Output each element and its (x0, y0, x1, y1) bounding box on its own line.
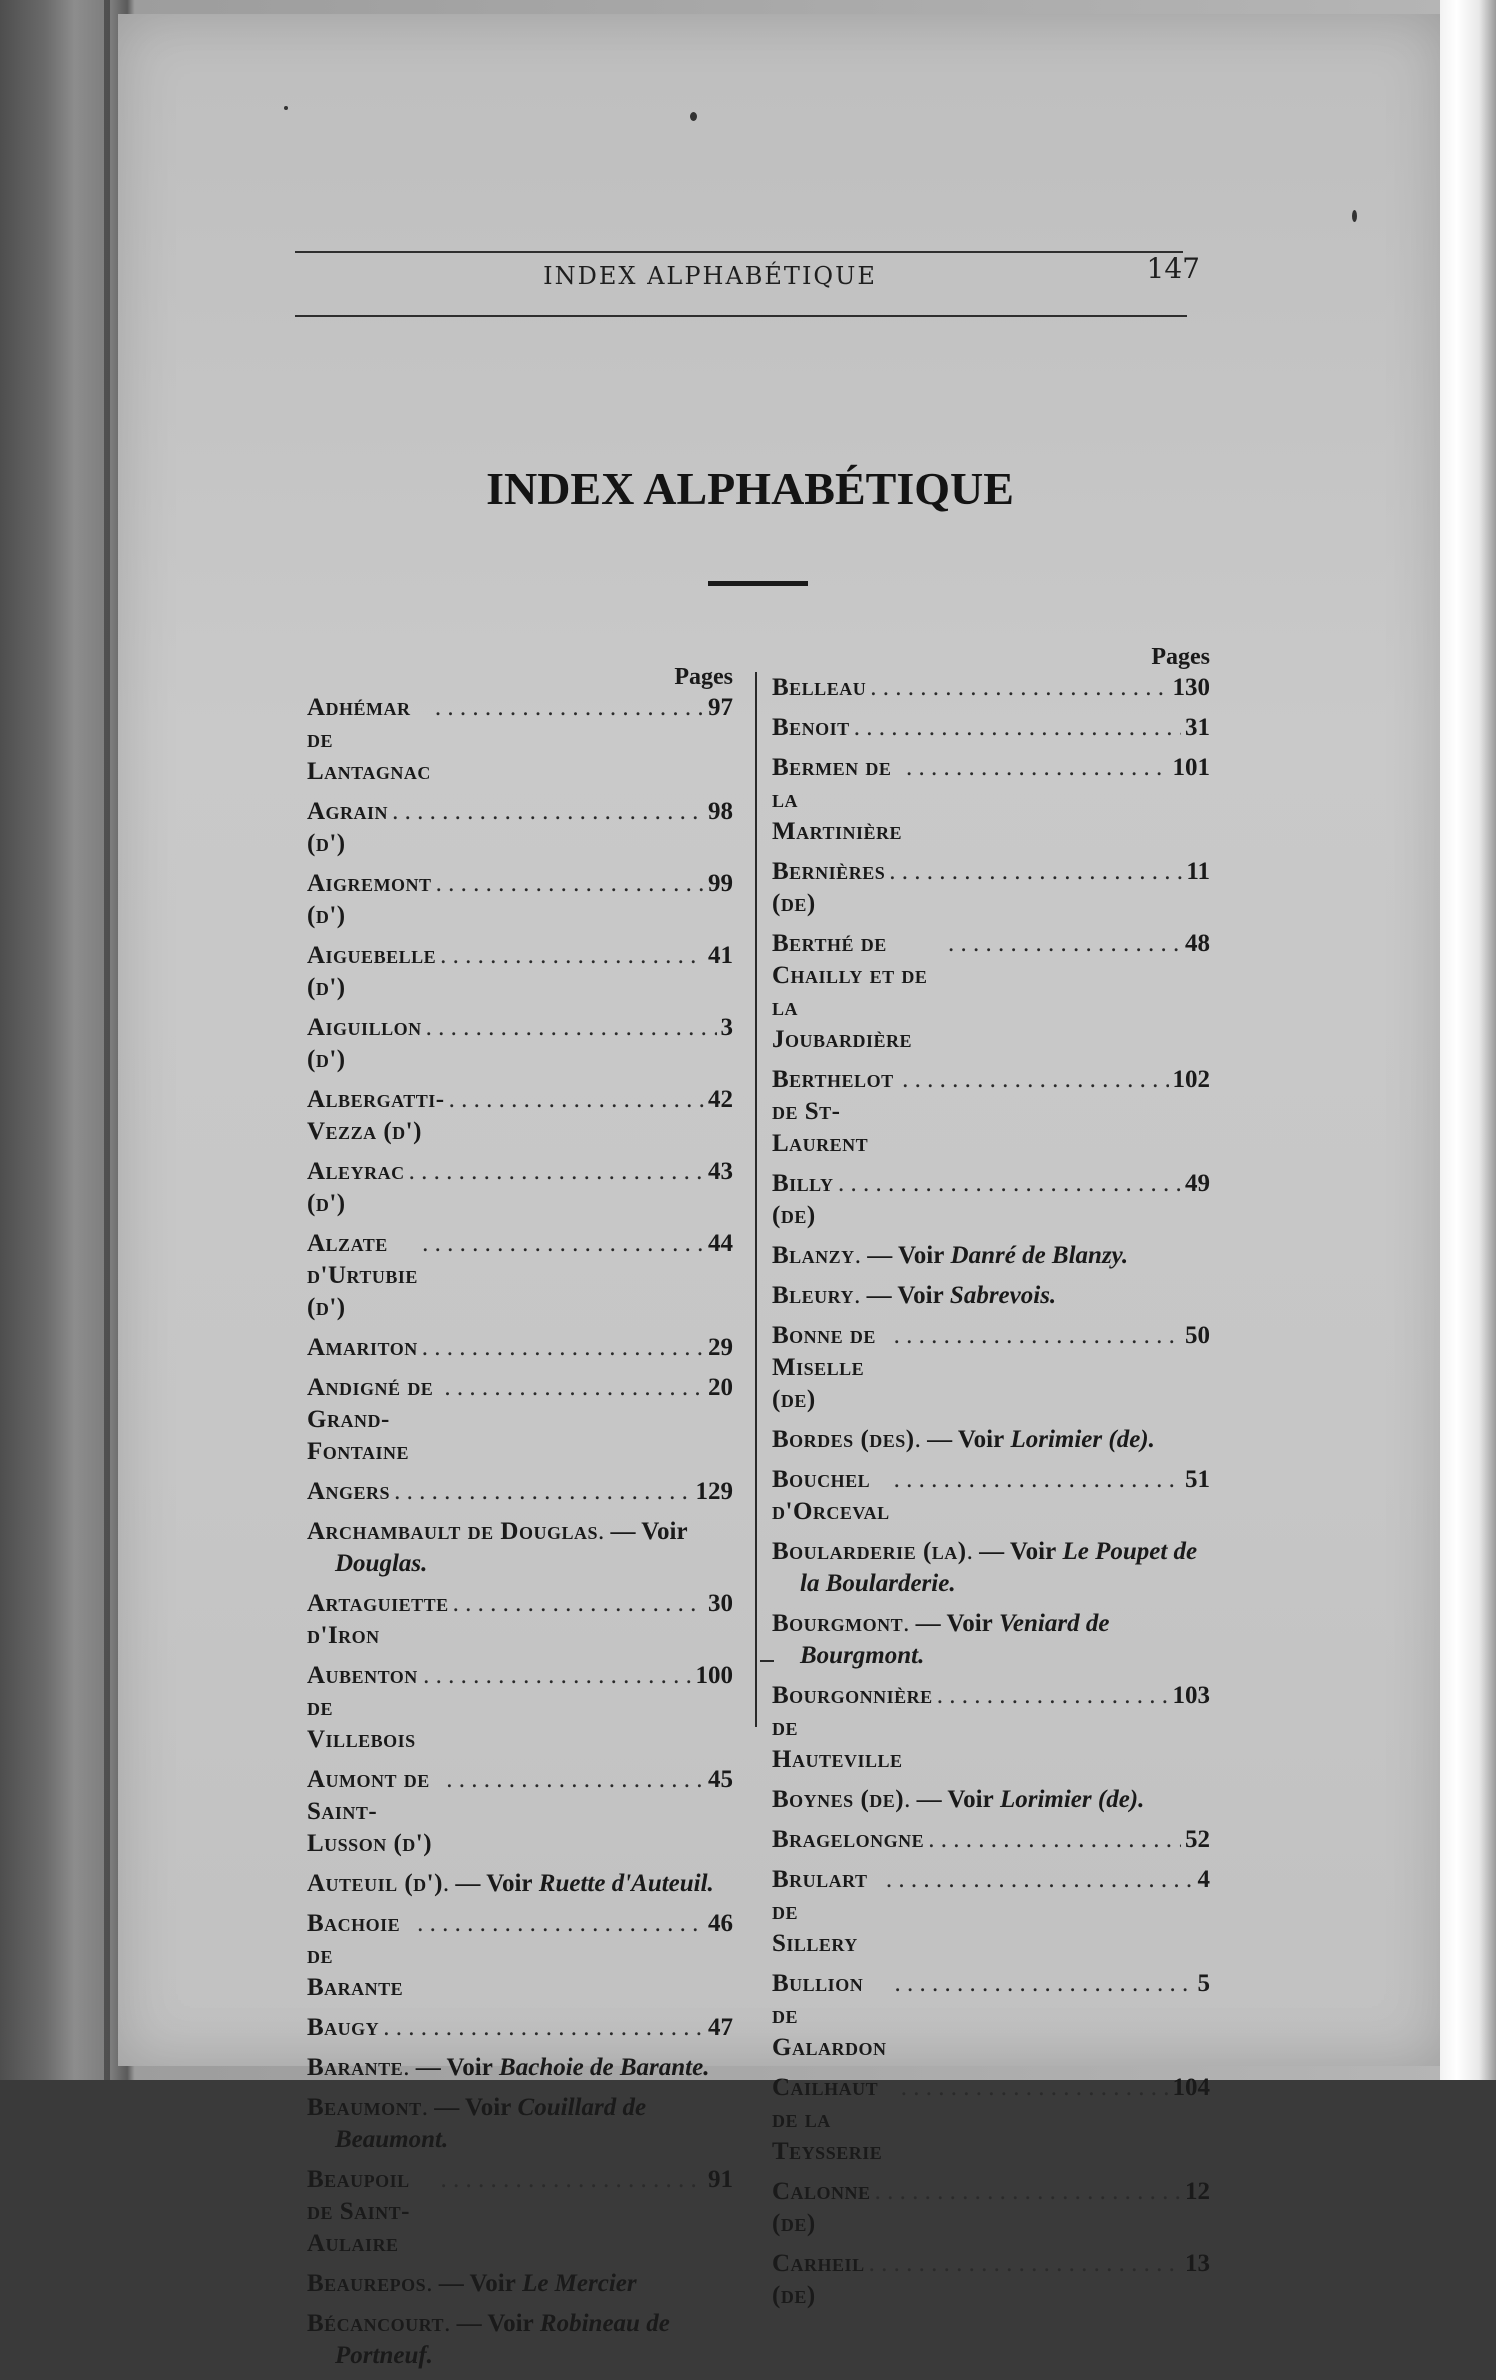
entry-page-number: 130 (1172, 674, 1210, 701)
index-entry (772, 2248, 1210, 2312)
entry-page-number: 103 (1172, 1682, 1210, 1709)
see-reference-label: — Voir (915, 1610, 993, 1637)
entry-page-number: 50 (1185, 1322, 1210, 1349)
dot-leader (383, 2012, 704, 2044)
entry-name: Calonne (de) (772, 2178, 871, 2237)
entry-text: Boynes (de). — Voir Lorimier (de). (772, 1786, 1145, 1813)
dust-speck (284, 106, 288, 110)
entry-page-number: 52 (1185, 1826, 1210, 1853)
index-entry (307, 868, 733, 932)
index-entry (772, 1968, 1210, 2064)
dot-leader (392, 796, 704, 828)
index-entry (772, 1536, 1210, 1600)
entry-name: Beaupoil de Saint-Aulaire (307, 2166, 410, 2257)
index-entry (307, 1084, 733, 1148)
entry-page-number: 102 (1172, 1066, 1210, 1093)
dot-leader (875, 2176, 1181, 2208)
entry-text: Beaurepos. — Voir Le Mercier (307, 2270, 637, 2297)
dot-leader (902, 1064, 1168, 1096)
dot-leader (870, 672, 1168, 704)
entry-name: Berthé de Chailly et de la Joubardière (772, 930, 928, 1053)
entry-name: Albergatti-Vezza (d') (307, 1086, 445, 1145)
entry-line (307, 796, 733, 860)
entry-name: Bernières (de) (772, 858, 886, 917)
entry-page-number: 46 (708, 1910, 733, 1937)
entry-name: Baugy (307, 2014, 380, 2041)
index-entry (772, 1784, 1210, 1816)
dot-leader (436, 868, 704, 900)
entry-text: Auteuil (d'). — Voir Ruette d'Auteuil. (307, 1870, 714, 1897)
entry-page-number: 3 (720, 1014, 733, 1041)
index-entry (307, 796, 733, 860)
dot-leader (444, 1372, 704, 1404)
entry-line (307, 1764, 733, 1860)
entry-text: Bleury. — Voir Sabrevois. (772, 1282, 1057, 1309)
dot-leader (937, 1680, 1169, 1712)
entry-page-number: 30 (708, 1590, 733, 1617)
entry-page-number: 48 (1185, 930, 1210, 957)
see-reference-label: — Voir (438, 2270, 516, 2297)
entry-line (772, 712, 1210, 744)
entry-name: Adhémar de Lantagnac (307, 694, 431, 785)
index-entry (772, 1464, 1210, 1528)
index-entry (307, 2268, 733, 2300)
entry-text: Archambault de Douglas. — Voir Douglas. (307, 1518, 688, 1577)
entry-name: Bordes (des) (772, 1426, 915, 1453)
entry-line (307, 1228, 733, 1324)
index-entry (307, 1868, 733, 1900)
entry-page-number: 12 (1185, 2178, 1210, 2205)
index-entry (772, 1424, 1210, 1456)
entry-name: Boynes (de) (772, 1786, 905, 1813)
dot-leader (889, 856, 1182, 888)
index-entry (772, 2072, 1210, 2168)
index-entry (772, 1608, 1210, 1672)
entry-line (772, 928, 1210, 1056)
entry-name: Bachoie de Barante (307, 1910, 404, 2001)
entry-line (772, 2072, 1210, 2168)
page-number: 147 (1146, 252, 1200, 285)
entry-page-number: 4 (1197, 1866, 1210, 1893)
index-entry (772, 1064, 1210, 1160)
entry-text: Boularderie (la). — Voir Le Poupet de la Boularderie. (772, 1538, 1198, 1597)
entry-line (307, 1588, 733, 1652)
cross-reference: Lorimier (de). (1010, 1426, 1155, 1453)
entry-text: Blanzy. — Voir Danré de Blanzy. (772, 1242, 1129, 1269)
dot-leader (928, 1824, 1181, 1856)
entry-page-number: 43 (708, 1158, 733, 1185)
entry-name: Bécancourt (307, 2310, 445, 2337)
cross-reference: Douglas. (335, 1550, 428, 1577)
index-entry (772, 712, 1210, 744)
entry-page-number: 51 (1185, 1466, 1210, 1493)
entry-line (772, 2176, 1210, 2240)
pages-column-label: Pages (1151, 644, 1210, 670)
entry-page-number: 29 (708, 1334, 733, 1361)
index-entry (307, 940, 733, 1004)
dot-leader (422, 1228, 704, 1260)
entry-page-number: 13 (1185, 2250, 1210, 2277)
entry-name: Aumont de Saint-Lusson (d') (307, 1766, 433, 1857)
index-entry (772, 1864, 1210, 1960)
see-reference-label: — Voir (456, 2310, 534, 2337)
cross-reference: Le Mercier (522, 2270, 637, 2297)
entry-name: Bragelongne (772, 1826, 925, 1853)
see-reference-label: — Voir (455, 1870, 533, 1897)
pages-column-label: Pages (674, 664, 733, 690)
entry-name: Billy (de) (772, 1170, 834, 1229)
entry-name: Aiguebelle (d') (307, 942, 437, 1001)
entry-text: Beaumont. — Voir Couillard de Beaumont. (307, 2094, 647, 2153)
entry-name: Beaurepos (307, 2270, 427, 2297)
entry-line (307, 2012, 733, 2044)
book-spine (104, 0, 110, 2080)
entry-name: Cailhaut de la Teysserie (772, 2074, 883, 2165)
entry-line (307, 692, 733, 788)
entry-line (772, 1464, 1210, 1528)
index-entry (772, 1320, 1210, 1416)
entry-name: Benoit (772, 714, 850, 741)
entry-page-number: 41 (708, 942, 733, 969)
dot-leader (854, 712, 1181, 744)
entry-line (307, 1660, 733, 1756)
index-entry (772, 2176, 1210, 2240)
entry-line (772, 752, 1210, 848)
cross-reference: Veniard de Bourgmont. (800, 1610, 1110, 1669)
index-entry (307, 1332, 733, 1364)
entry-name: Carheil (de) (772, 2250, 865, 2309)
index-entry (307, 1588, 733, 1652)
entry-line (772, 672, 1210, 704)
entry-line (772, 1968, 1210, 2064)
entry-line (772, 1064, 1210, 1160)
index-column-right (772, 642, 1210, 2320)
entry-line (307, 868, 733, 932)
entry-name: Berthelot de St-Laurent (772, 1066, 894, 1157)
entry-page-number: 99 (708, 870, 733, 897)
entry-name: Aiguillon (d') (307, 1014, 422, 1073)
dot-leader (426, 1012, 717, 1044)
entry-name: Brulart de Sillery (772, 1866, 868, 1957)
entry-name: Artaguiette d'Iron (307, 1590, 449, 1649)
index-entry (307, 1476, 733, 1508)
entry-line (772, 856, 1210, 920)
dot-leader (894, 1968, 1193, 2000)
entry-name: Barante (307, 2054, 404, 2081)
entry-page-number: 129 (695, 1478, 733, 1505)
see-reference-label: — Voir (434, 2094, 512, 2121)
index-entry (772, 1680, 1210, 1776)
entry-page-number: 49 (1185, 1170, 1210, 1197)
index-entry (307, 1156, 733, 1220)
index-entry (772, 1280, 1210, 1312)
entry-name: Angers (307, 1478, 391, 1505)
header-rule-bottom (295, 315, 1187, 317)
entry-line (307, 1012, 733, 1076)
entry-text: Bordes (des). — Voir Lorimier (de). (772, 1426, 1155, 1453)
see-reference-label: — Voir (979, 1538, 1057, 1565)
entry-line (772, 1864, 1210, 1960)
index-entry (772, 1824, 1210, 1856)
index-entry (307, 1228, 733, 1324)
cross-reference: Robineau de Portneuf. (335, 2310, 670, 2369)
see-reference-label: — Voir (916, 1786, 994, 1813)
column-divider (755, 672, 757, 1727)
dot-leader (886, 1864, 1194, 1896)
index-entry (307, 692, 733, 788)
index-entry (307, 1012, 733, 1076)
entry-page-number: 5 (1197, 1970, 1210, 1997)
entry-page-number: 20 (708, 1374, 733, 1401)
index-entry (772, 856, 1210, 920)
see-reference-label: — Voir (866, 1282, 944, 1309)
index-entry (772, 752, 1210, 848)
index-entry (307, 2012, 733, 2044)
cross-reference: Couillard de Beaumont. (335, 2094, 647, 2153)
cross-reference: Lorimier (de). (999, 1786, 1145, 1813)
dot-leader (423, 1660, 691, 1692)
entry-name: Beaumont (307, 2094, 422, 2121)
index-entry (772, 1168, 1210, 1232)
entry-name: Aigremont (d') (307, 870, 432, 929)
dot-leader (435, 692, 704, 724)
entry-line (307, 2164, 733, 2260)
index-entry (772, 928, 1210, 1056)
dot-leader (394, 1476, 691, 1508)
dust-speck (1352, 210, 1357, 222)
entry-line (307, 1372, 733, 1468)
see-reference-label: — Voir (927, 1426, 1005, 1453)
entry-name: Blanzy (772, 1242, 855, 1269)
dot-leader (906, 752, 1169, 784)
page-edge (1440, 0, 1496, 2080)
entry-line (307, 1084, 733, 1148)
entry-text: Bécancourt. — Voir Robineau de Portneuf. (307, 2310, 670, 2369)
dot-leader (440, 2164, 704, 2196)
index-entry (307, 2308, 733, 2372)
index-entry (772, 1240, 1210, 1272)
entry-name: Bourgonnière de Hauteville (772, 1682, 933, 1773)
entry-page-number: 44 (708, 1230, 733, 1257)
entry-page-number: 42 (708, 1086, 733, 1113)
dot-leader (948, 928, 1181, 960)
index-entry (307, 1516, 733, 1580)
entry-page-number: 97 (708, 694, 733, 721)
entry-name: Bullion de Galardon (772, 1970, 887, 2061)
index-title: INDEX ALPHABÉTIQUE (486, 463, 1014, 514)
see-reference-label: — Voir (867, 1242, 945, 1269)
index-entry (307, 1908, 733, 2004)
entry-name: Andigné de Grand-Fontaine (307, 1374, 434, 1465)
dot-leader (838, 1168, 1181, 1200)
entry-line (772, 1168, 1210, 1232)
dot-leader (449, 1084, 704, 1116)
dot-leader (453, 1588, 704, 1620)
dot-leader (440, 940, 704, 972)
entry-line (772, 1824, 1210, 1856)
index-entry (307, 1372, 733, 1468)
index-entry (307, 2092, 733, 2156)
entry-name: Bonne de Miselle (de) (772, 1322, 876, 1413)
dot-leader (869, 2248, 1181, 2280)
entry-name: Bouchel d'Orceval (772, 1466, 890, 1525)
entry-page-number: 47 (708, 2014, 733, 2041)
entry-line (307, 1908, 733, 2004)
entry-name: Belleau (772, 674, 867, 701)
entry-name: Archambault de Douglas (307, 1518, 598, 1545)
entry-name: Auteuil (d') (307, 1870, 443, 1897)
see-reference-label: — Voir (610, 1518, 688, 1545)
dot-leader (422, 1332, 704, 1364)
entry-page-number: 91 (708, 2166, 733, 2193)
cross-reference: Sabrevois. (949, 1282, 1057, 1309)
header-rule-top (295, 251, 1183, 253)
entry-name: Bourgmont (772, 1610, 904, 1637)
entry-page-number: 100 (695, 1662, 733, 1689)
entry-name: Aubenton de Villebois (307, 1662, 418, 1753)
entry-name: Boularderie (la) (772, 1538, 967, 1565)
entry-name: Agrain (d') (307, 798, 389, 857)
index-entry (772, 672, 1210, 704)
entry-name: Bleury (772, 1282, 855, 1309)
title-separator (708, 581, 808, 586)
entry-name: Alzate d'Urtubie (d') (307, 1230, 418, 1321)
cross-reference: Bachoie de Barante. (499, 2054, 710, 2081)
index-column-left (307, 662, 733, 2380)
dot-leader (409, 1156, 704, 1188)
index-entry (307, 1764, 733, 1860)
entry-line (772, 2248, 1210, 2312)
entry-name: Amariton (307, 1334, 418, 1361)
dot-leader (901, 2072, 1169, 2104)
cross-reference: Ruette d'Auteuil. (538, 1870, 714, 1897)
entry-page-number: 98 (708, 798, 733, 825)
cross-reference: Le Poupet de la Boularderie. (800, 1538, 1198, 1597)
dust-speck (690, 112, 697, 121)
entry-page-number: 45 (708, 1766, 733, 1793)
entry-page-number: 104 (1172, 2074, 1210, 2101)
see-reference-label: — Voir (415, 2054, 493, 2081)
entry-page-number: 101 (1172, 754, 1210, 781)
dot-leader (894, 1320, 1181, 1352)
entry-name: Aleyrac (d') (307, 1158, 405, 1217)
cross-reference: Danré de Blanzy. (950, 1242, 1129, 1269)
entry-line (772, 1680, 1210, 1776)
entry-line (307, 1156, 733, 1220)
index-entry (307, 1660, 733, 1756)
dot-leader (417, 1908, 704, 1940)
running-header: INDEX ALPHABÉTIQUE (543, 262, 877, 290)
entry-text: Bourgmont. — Voir Veniard de Bourgmont. (772, 1610, 1110, 1669)
entry-line (772, 1320, 1210, 1416)
entry-line (307, 1332, 733, 1364)
dot-leader (894, 1464, 1181, 1496)
entry-page-number: 31 (1185, 714, 1210, 741)
entry-page-number: 11 (1186, 858, 1210, 885)
entry-line (307, 940, 733, 1004)
index-entry (307, 2052, 733, 2084)
entry-line (307, 1476, 733, 1508)
entry-text: Barante. — Voir Bachoie de Barante. (307, 2054, 710, 2081)
dot-leader (446, 1764, 704, 1796)
entry-name: Bermen de la Martinière (772, 754, 902, 845)
index-entry (307, 2164, 733, 2260)
